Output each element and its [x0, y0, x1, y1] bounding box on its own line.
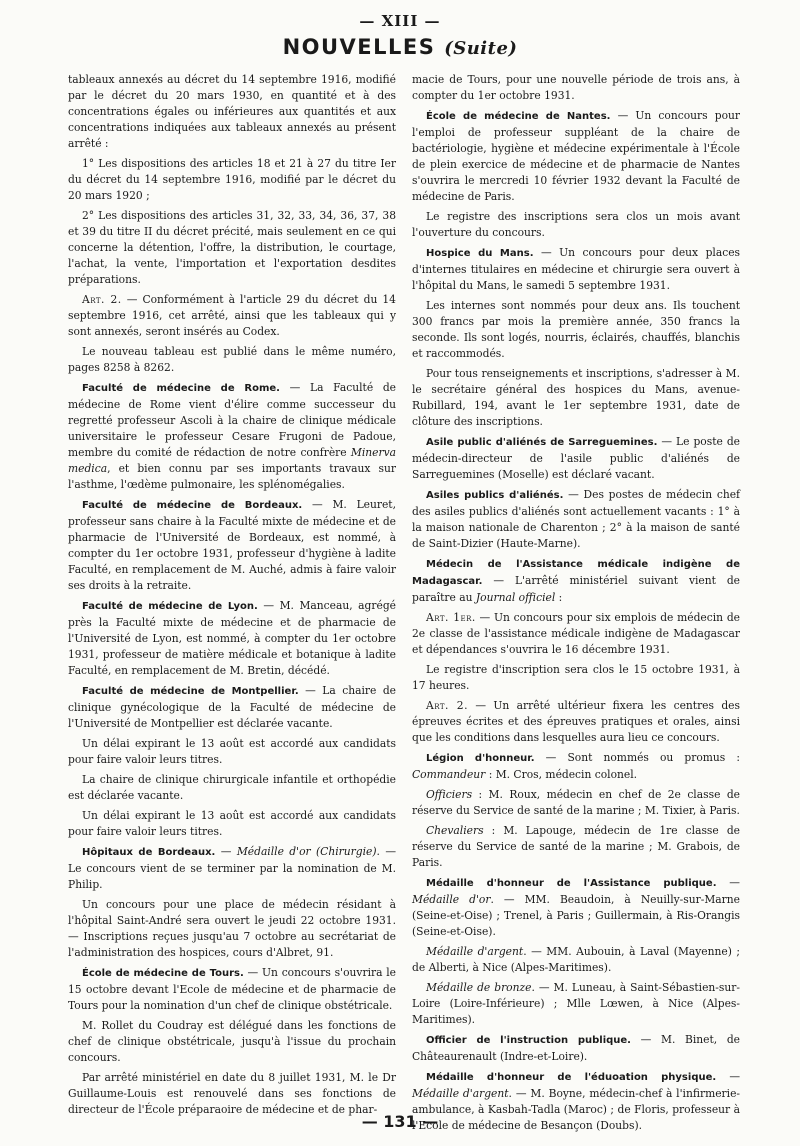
news-item-rome: Faculté de médecine de Rome. — La Faculté de médecine de Rome vient d'élire comme successeur du regretté professeur Ascoli à la chaire de clinique médicale universitaire le professeur Cesare Frugoni de Padoue, membre du comité de rédaction de notre confrère Minerva medica, et bien connu par ses importants travaux sur l'asthme, l'œdème pulmonaire, les splénomégalies.: [68, 381, 396, 491]
news-item-montpellier: Faculté de médecine de Montpellier. — La chaire de clinique gynécologique de la Faculté de médecine de l'Université de Montpellier est déclarée vacante.: [68, 684, 396, 730]
news-item-nantes: École de médecine de Nantes. — Un concours pour l'emploi de professeur suppléant de la chaire de bactériologie, hygiène et médecine expérimentale à l'École de plein exercice de médecine et de pharmacie de Nantes s'ouvrira le mercredi 10 février 1932 devant la Faculté de médecine de Paris.: [412, 109, 740, 203]
item-heading: Hospice du Mans.: [426, 248, 534, 259]
paragraph: Officiers : M. Roux, médecin en chef de 2e classe de réserve du Service de santé de la marine ; M. Tixier, à Paris.: [412, 788, 740, 817]
paragraph: Art. 2. — Un arrêté ultérieur fixera les centres des épreuves écrites et des épreuves pratiques et orales, ainsi que les conditions dans lesquelles aura lieu ce concours.: [412, 699, 740, 744]
news-item-asiles: Asiles publics d'aliénés. — Des postes de médecin chef des asiles publics d'aliénés sont actuellement vacants : 1° à la maison nationale de Charenton ; 2° à la maison de santé de Saint-Dizier (Haute-Marne).: [412, 488, 740, 550]
paragraph: Le registre d'inscription sera clos le 15 octobre 1931, à 17 heures.: [412, 663, 740, 692]
item-heading: Faculté de médecine de Montpellier.: [82, 686, 299, 697]
news-item-legion: Légion d'honneur. — Sont nommés ou promus : Commandeur : M. Cros, médecin colonel.: [412, 751, 740, 781]
news-item-sarreguemines: Asile public d'aliénés de Sarreguemines. — Le poste de médecin-directeur de l'asile public d'aliénés de Sarreguemines (Moselle) est déclaré vacant.: [412, 435, 740, 481]
item-heading: Hôpitaux de Bordeaux.: [82, 847, 216, 858]
title-suite: (Suite): [444, 38, 518, 59]
news-item-instruction: Officier de l'instruction publique. — M. Binet, de Châteaurenault (Indre-et-Loire).: [412, 1033, 740, 1063]
paragraph: M. Rollet du Coudray est délégué dans les fonctions de chef de clinique obstétricale, jusqu'à l'issue du prochain concours.: [68, 1019, 396, 1064]
title-text: NOUVELLES: [282, 35, 436, 59]
paragraph: La chaire de clinique chirurgicale infantile et orthopédie est déclarée vacante.: [68, 773, 396, 802]
paragraph: tableaux annexés au décret du 14 septembre 1916, modifié par le décret du 20 mars 1930, en quantité et à des concentrations égales ou inférieures aux quantités et aux concentrations indiquées aux tableaux annexés au présent arrêté :: [68, 73, 396, 150]
paragraph: Pour tous renseignements et inscriptions, s'adresser à M. le secrétaire général des hospices du Mans, avenue-Rubillard, 194, avant le 1er septembre 1931, date de clôture des inscriptions.: [412, 367, 740, 428]
paragraph: Les internes sont nommés pour deux ans. Ils touchent 300 francs par mois la première année, 350 francs la seconde. Ils sont logés, nourris, éclairés, chauffés, blanchis et raccommodés.: [412, 299, 740, 360]
item-heading: Faculté de médecine de Rome.: [82, 383, 280, 394]
paragraph: Le nouveau tableau est publié dans le même numéro, pages 8258 à 8262.: [68, 345, 396, 374]
article-label: Art. 1er.: [426, 611, 476, 624]
news-item-assistance: Médaille d'honneur de l'Assistance publique. — Médaille d'or. — MM. Beaudoin, à Neuilly-sur-Marne (Seine-et-Oise) ; Trenel, à Paris ; Guillermain, à Ris-Orangis (Seine-et-Oise).: [412, 876, 740, 938]
paragraph: Un concours pour une place de médecin résidant à l'hôpital Saint-André sera ouvert le jeudi 22 octobre 1931. — Inscriptions reçues jusqu'au 7 octobre au secrétariat de l'administration des hospices, cours d'Albret, 91.: [68, 898, 396, 959]
item-heading: Médecin de l'Assistance médicale indigène de Madagascar.: [412, 559, 740, 587]
paragraph: macie de Tours, pour une nouvelle période de trois ans, à compter du 1er octobre 1931.: [412, 73, 740, 102]
paragraph: Chevaliers : M. Lapouge, médecin de 1re classe de réserve du Service de santé de la marine ; M. Grabois, de Paris.: [412, 824, 740, 869]
item-heading: Médaille d'honneur de l'Assistance publique.: [426, 878, 717, 889]
item-heading: École de médecine de Tours.: [82, 968, 244, 979]
item-heading: Faculté de médecine de Lyon.: [82, 601, 258, 612]
item-heading: Faculté de médecine de Bordeaux.: [82, 500, 303, 511]
paragraph: Par arrêté ministériel en date du 8 juillet 1931, M. le Dr Guillaume-Louis est renouvelé dans ses fonctions de directeur de l'École préparaoire de médecine et de phar-: [68, 1071, 396, 1116]
running-head: — XIII —: [359, 12, 441, 30]
item-heading: Officier de l'instruction publique.: [426, 1035, 631, 1046]
item-heading: Légion d'honneur.: [426, 753, 535, 764]
paragraph: Médaille de bronze. — M. Luneau, à Saint-Sébastien-sur-Loire (Loire-Inférieure) ; Mlle Lœwen, à Nice (Alpes-Maritimes).: [412, 981, 740, 1026]
news-item-lyon: Faculté de médecine de Lyon. — M. Manceau, agrégé près la Faculté mixte de médecine et de pharmacie de l'Université de Lyon, est nommé, à compter du 1er octobre 1931, professeur de matière médicale et botanique à ladite Faculté, en remplacement de M. Bretin, décédé.: [68, 599, 396, 677]
paragraph: Médaille d'argent. — MM. Aubouin, à Laval (Mayenne) ; de Alberti, à Nice (Alpes-Maritimes).: [412, 945, 740, 974]
article-label: Art. 2.: [82, 293, 122, 306]
news-item-hopitaux-bordeaux: Hôpitaux de Bordeaux. — Médaille d'or (Chirurgie). — Le concours vient de se terminer par la nomination de M. Philip.: [68, 845, 397, 891]
news-item-bordeaux: Faculté de médecine de Bordeaux. — M. Leuret, professeur sans chaire à la Faculté mixte de médecine et de pharmacie de l'Université de Bordeaux, est nommé, à compter du 1er octobre 1931, professeur d'hygiène à ladite Faculté, en remplacement de M. Auché, admis à faire valoir ses droits à la retraite.: [68, 498, 396, 592]
page-number: — 131 —: [361, 1112, 439, 1131]
paragraph: Art. 2. — Conformément à l'article 29 du décret du 14 septembre 1916, cet arrêté, ainsi que les tableaux qui y sont annexés, seront insérés au Codex.: [68, 293, 396, 338]
right-column: [412, 72, 740, 1138]
news-item-education: Médaille d'honneur de l'éduoation physique. — Médaille d'argent. — M. Boyne, médecin-chef à l'infirmerie-ambulance, à Kasbah-Tadla (Maroc) ; de Floris, professeur à l'Ecole de médecine de Besançon (Doubs).: [412, 1070, 741, 1132]
item-heading: École de médecine de Nantes.: [426, 111, 611, 122]
paragraph: Un délai expirant le 13 août est accordé aux candidats pour faire valoir leurs titres.: [68, 809, 396, 838]
paragraph: 1° Les dispositions des articles 18 et 21 à 27 du titre Ier du décret du 14 septembre 1916, modifié par le décret du 20 mars 1920 ;: [68, 157, 396, 202]
item-heading: Médaille d'honneur de l'éduoation physique.: [426, 1072, 717, 1083]
news-item-mans: Hospice du Mans. — Un concours pour deux places d'internes titulaires en médecine et chirurgie sera ouvert à l'hôpital du Mans, le samedi 5 septembre 1931.: [412, 246, 741, 292]
news-item-tours: École de médecine de Tours. — Un concours s'ouvrira le 15 octobre devant l'Ecole de médecine et de pharmacie de Tours pour la nomination d'un chef de clinique obstétricale.: [68, 966, 396, 1012]
paragraph: Un délai expirant le 13 août est accordé aux candidats pour faire valoir leurs titres.: [68, 737, 396, 766]
paragraph: Art. 1er. — Un concours pour six emplois de médecin de 2e classe de l'assistance médicale indigène de Madagascar et dépendances s'ouvrira le 16 décembre 1931.: [412, 611, 740, 656]
paragraph: Le registre des inscriptions sera clos un mois avant l'ouverture du concours.: [412, 210, 740, 239]
item-heading: Asile public d'aliénés de Sarreguemines.: [426, 437, 658, 448]
item-heading: Asiles publics d'aliénés.: [426, 490, 564, 501]
article-label: Art. 2.: [426, 699, 468, 712]
paragraph: 2° Les dispositions des articles 31, 32, 33, 34, 36, 37, 38 et 39 du titre II du décret précité, mais seulement en ce qui concerne la détention, l'offre, la distribution, le courtage, l'achat, la vente, l'importation et l'exportation desdites préparations.: [68, 209, 396, 286]
news-item-madagascar: Médecin de l'Assistance médicale indigène de Madagascar. — L'arrêté ministériel suivant vient de paraître au Journal officiel :: [412, 559, 740, 604]
left-column: [68, 72, 396, 1122]
page-title: [0, 35, 800, 59]
